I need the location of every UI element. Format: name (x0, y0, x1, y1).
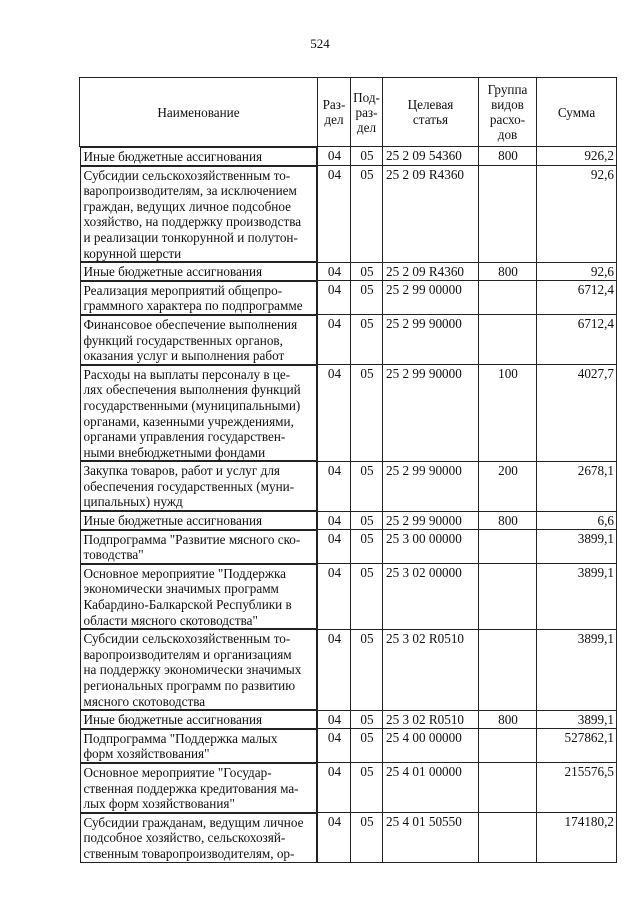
cell-celevaya: 25 3 02 R0510 (383, 629, 479, 710)
table-row (80, 461, 617, 511)
table-row (80, 629, 617, 710)
table-row (80, 729, 617, 763)
table-row (80, 262, 617, 281)
cell-gruppa: 800 (479, 710, 537, 729)
header-podrazdel: Под- раз- дел (351, 78, 383, 147)
cell-razdel: 04 (318, 511, 351, 530)
cell-gruppa (479, 629, 537, 710)
cell-celevaya: 25 3 00 00000 (383, 530, 479, 564)
cell-celevaya: 25 2 99 00000 (383, 281, 479, 315)
cell-name: Подпрограмма "Развитие мясного ско- товодства" (80, 530, 318, 564)
cell-name: Закупка товаров, работ и услуг для обеспечения государственных (муни- ципальных) нужд (80, 461, 318, 511)
cell-name: Субсидии гражданам, ведущим личное подсобное хозяйство, сельскохозяй- ственным товаропроизводителям, ор- (80, 813, 318, 863)
cell-celevaya: 25 4 01 50550 (383, 813, 479, 863)
cell-celevaya: 25 2 09 R4360 (383, 166, 479, 263)
cell-gruppa: 800 (479, 511, 537, 530)
table-row (80, 147, 617, 166)
cell-summa: 174180,2 (537, 813, 617, 863)
cell-podrazdel: 05 (351, 315, 383, 365)
cell-gruppa (479, 281, 537, 315)
cell-summa: 215576,5 (537, 763, 617, 813)
cell-razdel: 04 (318, 710, 351, 729)
table-header-row (80, 78, 617, 147)
cell-name: Иные бюджетные ассигнования (80, 147, 318, 166)
cell-name: Иные бюджетные ассигнования (80, 262, 318, 281)
cell-podrazdel: 05 (351, 511, 383, 530)
cell-summa: 926,2 (537, 147, 617, 166)
cell-podrazdel: 05 (351, 281, 383, 315)
cell-podrazdel: 05 (351, 530, 383, 564)
table-row (80, 530, 617, 564)
cell-celevaya: 25 2 09 54360 (383, 147, 479, 166)
cell-gruppa (479, 763, 537, 813)
cell-name: Подпрограмма "Поддержка малых форм хозяйствования" (80, 729, 318, 763)
page-number: 524 (310, 36, 330, 51)
cell-gruppa (479, 564, 537, 629)
cell-summa: 3899,1 (537, 629, 617, 710)
cell-razdel: 04 (318, 763, 351, 813)
cell-razdel: 04 (318, 461, 351, 511)
cell-razdel: 04 (318, 281, 351, 315)
cell-summa: 527862,1 (537, 729, 617, 763)
cell-summa: 6712,4 (537, 281, 617, 315)
cell-razdel: 04 (318, 530, 351, 564)
cell-name: Субсидии сельскохозяйственным то- варопроизводителям и организациям на поддержку экономически значимых региональных программ по развитию мясного скотоводства (80, 629, 318, 710)
cell-name: Иные бюджетные ассигнования (80, 511, 318, 530)
table-row (80, 315, 617, 365)
cell-gruppa: 800 (479, 262, 537, 281)
cell-razdel: 04 (318, 365, 351, 462)
cell-gruppa (479, 315, 537, 365)
cell-gruppa: 200 (479, 461, 537, 511)
cell-gruppa: 100 (479, 365, 537, 462)
cell-razdel: 04 (318, 729, 351, 763)
cell-name: Субсидии сельскохозяйственным то- варопроизводителям, за исключением граждан, ведущих личное подсобное хозяйство, на поддержку производства и реализации тонкорунной и полутон- корунной шерсти (80, 166, 318, 263)
cell-summa: 3899,1 (537, 530, 617, 564)
cell-podrazdel: 05 (351, 710, 383, 729)
cell-summa: 2678,1 (537, 461, 617, 511)
header-name: Наименование (80, 78, 318, 147)
cell-razdel: 04 (318, 166, 351, 263)
header-summa: Сумма (537, 78, 617, 147)
cell-name: Реализация мероприятий общепро- граммного характера по подпрограмме (80, 281, 318, 315)
cell-gruppa (479, 166, 537, 263)
cell-name: Иные бюджетные ассигнования (80, 710, 318, 729)
cell-name: Основное мероприятие "Поддержка экономически значимых программ Кабардино-Балкарской Республики в области мясного скотоводства" (80, 564, 318, 629)
table-row (80, 564, 617, 629)
cell-podrazdel: 05 (351, 262, 383, 281)
cell-razdel: 04 (318, 813, 351, 863)
cell-name: Основное мероприятие "Государ- ственная поддержка кредитования ма- лых форм хозяйствования" (80, 763, 318, 813)
cell-razdel: 04 (318, 147, 351, 166)
table-row (80, 710, 617, 729)
cell-summa: 6712,4 (537, 315, 617, 365)
cell-name: Расходы на выплаты персоналу в це- лях обеспечения выполнения функций государственными (муниципальными) органами, казенными учреждениями, органами управления государствен- ными внебюджетными фондами (80, 365, 318, 462)
cell-podrazdel: 05 (351, 461, 383, 511)
cell-summa: 6,6 (537, 511, 617, 530)
cell-celevaya: 25 2 09 R4360 (383, 262, 479, 281)
cell-celevaya: 25 2 99 90000 (383, 365, 479, 462)
header-gruppa: Группа видов расхо- дов (479, 78, 537, 147)
cell-podrazdel: 05 (351, 166, 383, 263)
cell-summa: 4027,7 (537, 365, 617, 462)
cell-celevaya: 25 3 02 R0510 (383, 710, 479, 729)
table-row (80, 511, 617, 530)
cell-summa: 92,6 (537, 166, 617, 263)
cell-podrazdel: 05 (351, 629, 383, 710)
cell-celevaya: 25 4 00 00000 (383, 729, 479, 763)
cell-razdel: 04 (318, 629, 351, 710)
cell-razdel: 04 (318, 262, 351, 281)
cell-razdel: 04 (318, 315, 351, 365)
cell-celevaya: 25 2 99 90000 (383, 315, 479, 365)
cell-podrazdel: 05 (351, 763, 383, 813)
budget-table (79, 77, 617, 863)
table-body (80, 147, 617, 863)
cell-podrazdel: 05 (351, 813, 383, 863)
header-celevaya: Целевая статья (383, 78, 479, 147)
cell-podrazdel: 05 (351, 564, 383, 629)
table-row (80, 763, 617, 813)
cell-gruppa (479, 813, 537, 863)
cell-celevaya: 25 3 02 00000 (383, 564, 479, 629)
cell-summa: 92,6 (537, 262, 617, 281)
cell-gruppa: 800 (479, 147, 537, 166)
table-row (80, 281, 617, 315)
cell-celevaya: 25 4 01 00000 (383, 763, 479, 813)
cell-summa: 3899,1 (537, 710, 617, 729)
cell-celevaya: 25 2 99 90000 (383, 511, 479, 530)
header-razdel: Раз- дел (318, 78, 351, 147)
cell-razdel: 04 (318, 564, 351, 629)
table-row (80, 365, 617, 462)
cell-podrazdel: 05 (351, 147, 383, 166)
table-row (80, 813, 617, 863)
table-row (80, 166, 617, 263)
cell-gruppa (479, 729, 537, 763)
cell-celevaya: 25 2 99 90000 (383, 461, 479, 511)
cell-gruppa (479, 530, 537, 564)
cell-podrazdel: 05 (351, 365, 383, 462)
cell-name: Финансовое обеспечение выполнения функций государственных органов, оказания услуг и выполнения работ (80, 315, 318, 365)
cell-summa: 3899,1 (537, 564, 617, 629)
cell-podrazdel: 05 (351, 729, 383, 763)
